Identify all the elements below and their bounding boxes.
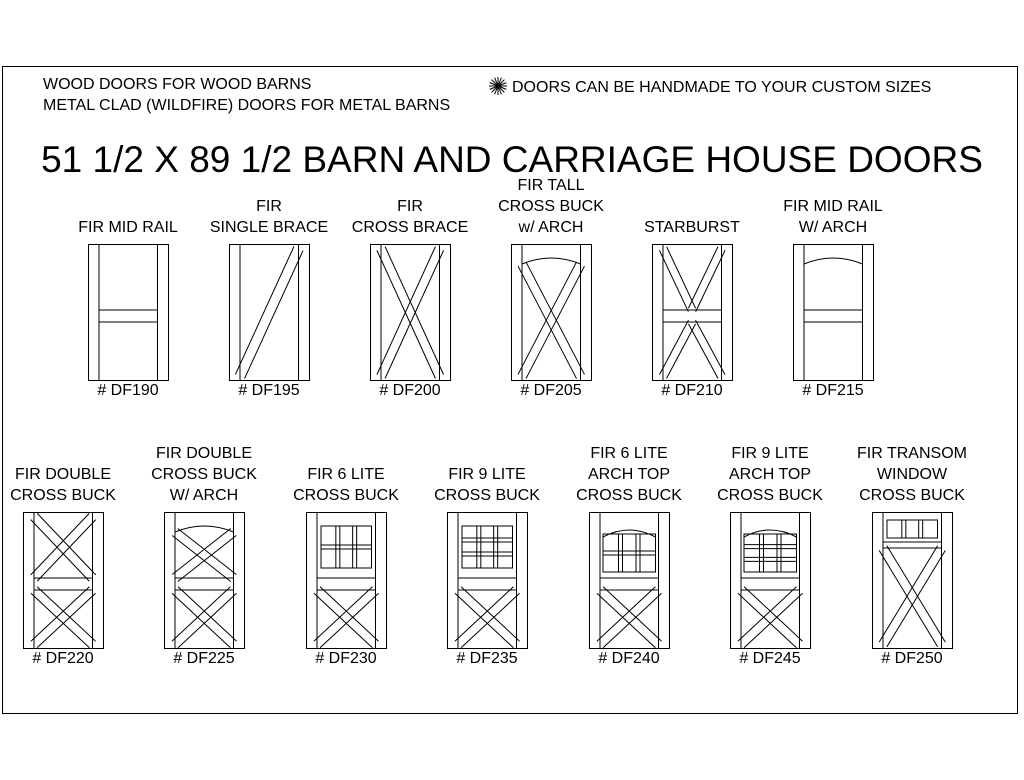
door-label-line: FIR MID RAIL <box>783 198 883 215</box>
door-brace <box>688 324 718 379</box>
door-code: # DF245 <box>739 650 801 667</box>
door-code: # DF220 <box>32 650 94 667</box>
door-brace <box>659 320 688 375</box>
door-label-line: CROSS BUCK <box>717 487 823 504</box>
door-brace <box>235 246 294 374</box>
door-outline <box>511 245 591 381</box>
door-cross-brace <box>461 593 520 648</box>
door-label-line: CROSS BUCK <box>10 487 116 504</box>
door-item <box>700 445 840 668</box>
door-label-line: ARCH TOP <box>728 466 812 483</box>
door-label <box>417 464 557 506</box>
door-code: # DF235 <box>456 650 518 667</box>
door-code: # DF190 <box>97 382 159 399</box>
note-metal-doors: METAL CLAD (WILDFIRE) DOORS FOR METAL BARNS <box>43 97 451 114</box>
door-cross-brace <box>886 546 945 643</box>
door-label <box>763 196 903 238</box>
door-outline <box>652 245 732 381</box>
door-label <box>559 443 699 506</box>
door-cross-brace <box>30 513 89 575</box>
door-item <box>842 445 982 668</box>
door-arch <box>804 258 863 264</box>
door-label <box>340 196 480 238</box>
door-cross-brace <box>178 593 236 648</box>
door-item <box>134 445 274 668</box>
door-cross-brace <box>30 587 89 642</box>
door-cross-brace <box>454 593 512 648</box>
door-cross-brace <box>603 587 662 642</box>
door-cross-brace <box>454 587 512 642</box>
door-cross-brace <box>177 528 236 574</box>
door-label-line: CROSS BUCK <box>576 487 682 504</box>
door-label-line: FIR 9 LITE <box>731 445 809 462</box>
door-cross-brace <box>525 266 584 379</box>
door-cross-brace <box>37 520 96 582</box>
door-item <box>559 445 699 668</box>
door-cross-brace <box>30 520 89 582</box>
door-item <box>417 466 557 668</box>
door-cross-brace <box>385 247 444 375</box>
door-item <box>622 219 762 400</box>
window-lites <box>321 526 372 568</box>
door-label-line: ARCH TOP <box>587 466 671 483</box>
door-code: # DF205 <box>520 382 582 399</box>
door-label-line: W/ ARCH <box>798 219 868 236</box>
door-cross-brace <box>879 550 938 646</box>
door-code: # DF210 <box>661 382 723 399</box>
door-drawing <box>730 512 811 649</box>
door-label-line: STARBURST <box>644 219 740 236</box>
door-arch <box>175 526 234 532</box>
door-drawing <box>589 512 670 649</box>
door-cross-brace <box>320 593 379 648</box>
door-label <box>0 464 133 506</box>
door-brace <box>695 320 725 374</box>
window-lites <box>744 534 797 572</box>
door-code: # DF250 <box>881 650 943 667</box>
door-label-line: CROSS BUCK <box>498 198 604 215</box>
door-item <box>199 198 339 400</box>
door-drawing <box>511 244 592 381</box>
door-cross-brace <box>518 262 577 375</box>
door-drawing <box>872 512 953 649</box>
door-label <box>134 443 274 506</box>
door-label-line: CROSS BRACE <box>351 219 469 236</box>
door-code: # DF240 <box>598 650 660 667</box>
door-cross-brace <box>879 546 938 643</box>
door-cross-brace <box>596 587 655 642</box>
door-cross-brace <box>313 593 372 648</box>
door-outline <box>589 513 669 649</box>
door-outline <box>88 245 168 381</box>
door-outline <box>23 513 103 649</box>
door-label-line: FIR TRANSOM <box>857 445 967 462</box>
door-arch <box>522 258 581 264</box>
door-cross-brace <box>171 587 230 642</box>
door-label-line: CROSS BUCK <box>434 487 540 504</box>
door-drawing <box>652 244 733 381</box>
door-label-line: WINDOW <box>876 466 948 483</box>
door-item <box>58 219 198 400</box>
door-cross-brace <box>596 593 655 648</box>
door-label-line: CROSS BUCK <box>859 487 965 504</box>
door-label-line: SINGLE BRACE <box>209 219 329 236</box>
door-cross-brace <box>376 250 435 378</box>
door-outline <box>164 513 244 649</box>
door-cross-brace <box>177 536 236 582</box>
door-code: # DF200 <box>379 382 441 399</box>
page-title: 51 1/2 X 89 1/2 BARN AND CARRIAGE HOUSE DOORS <box>41 139 983 180</box>
window-lites <box>462 526 513 568</box>
door-item <box>481 177 621 400</box>
door-label <box>842 443 982 506</box>
door-drawing <box>23 512 104 649</box>
door-code: # DF195 <box>238 382 300 399</box>
door-outline <box>730 513 810 649</box>
door-label-line: W/ ARCH <box>169 487 239 504</box>
door-drawing <box>88 244 169 381</box>
door-label-line: FIR 6 LITE <box>307 466 385 483</box>
door-cross-brace <box>744 593 803 648</box>
door-drawing <box>306 512 387 649</box>
door-cross-brace <box>172 536 231 582</box>
door-cross-brace <box>320 587 379 642</box>
door-cross-brace <box>385 250 444 378</box>
door-drawing <box>370 244 451 381</box>
door-cross-brace <box>171 593 230 648</box>
door-label <box>700 443 840 506</box>
asterisk-star-icon <box>488 76 508 97</box>
door-cross-brace <box>737 587 796 642</box>
door-label <box>58 217 198 238</box>
door-item <box>276 466 416 668</box>
door-cross-brace <box>172 528 231 574</box>
door-code: # DF230 <box>315 650 377 667</box>
door-label-line: FIR 9 LITE <box>448 466 526 483</box>
door-item <box>763 198 903 400</box>
door-label-line: FIR DOUBLE <box>14 466 111 483</box>
door-drawing <box>447 512 528 649</box>
door-code: # DF215 <box>802 382 864 399</box>
door-label-line: w/ ARCH <box>518 219 584 236</box>
door-label-line: FIR DOUBLE <box>155 445 252 462</box>
door-cross-brace <box>518 266 577 379</box>
door-cross-brace <box>886 550 945 646</box>
window-lites <box>603 534 656 572</box>
door-label-line: CROSS BUCK <box>293 487 399 504</box>
door-label-line: FIR MID RAIL <box>78 219 178 236</box>
door-drawing <box>164 512 245 649</box>
door-cross-brace <box>313 587 372 642</box>
door-cross-brace <box>525 262 584 375</box>
door-cross-brace <box>37 513 96 575</box>
door-cross-brace <box>37 593 96 648</box>
door-cross-brace <box>30 593 89 648</box>
door-brace <box>695 250 725 312</box>
door-outline <box>370 245 450 381</box>
note-wood-doors: WOOD DOORS FOR WOOD BARNS <box>43 76 312 93</box>
door-cross-brace <box>178 587 236 642</box>
door-label <box>622 217 762 238</box>
door-code: # DF225 <box>173 650 235 667</box>
door-label-line: FIR <box>397 198 423 215</box>
door-label-line: FIR 6 LITE <box>590 445 668 462</box>
door-cross-brace <box>461 587 520 642</box>
custom-sizes-text: DOORS CAN BE HANDMADE TO YOUR CUSTOM SIZES <box>512 79 932 96</box>
door-cross-brace <box>737 593 796 648</box>
door-label <box>276 464 416 506</box>
door-drawing <box>793 244 874 381</box>
door-label-line: CROSS BUCK <box>151 466 257 483</box>
door-outline <box>872 513 952 649</box>
door-label <box>481 175 621 238</box>
door-cross-brace <box>603 593 662 648</box>
door-cross-brace <box>37 587 96 642</box>
door-item <box>0 466 133 668</box>
door-outline <box>306 513 386 649</box>
door-cross-brace <box>376 247 435 375</box>
door-outline <box>447 513 527 649</box>
door-brace <box>244 251 302 379</box>
door-label-line: FIR TALL <box>517 177 585 194</box>
door-label-line: FIR <box>256 198 282 215</box>
door-brace <box>688 247 718 308</box>
door-drawing <box>229 244 310 381</box>
transom-window <box>887 520 938 538</box>
door-cross-brace <box>744 587 803 642</box>
door-item <box>340 198 480 400</box>
door-brace <box>659 250 688 312</box>
door-brace <box>666 247 695 309</box>
door-outline <box>793 245 873 381</box>
door-brace <box>666 324 695 378</box>
door-label <box>199 196 339 238</box>
note-custom-sizes <box>488 76 931 97</box>
